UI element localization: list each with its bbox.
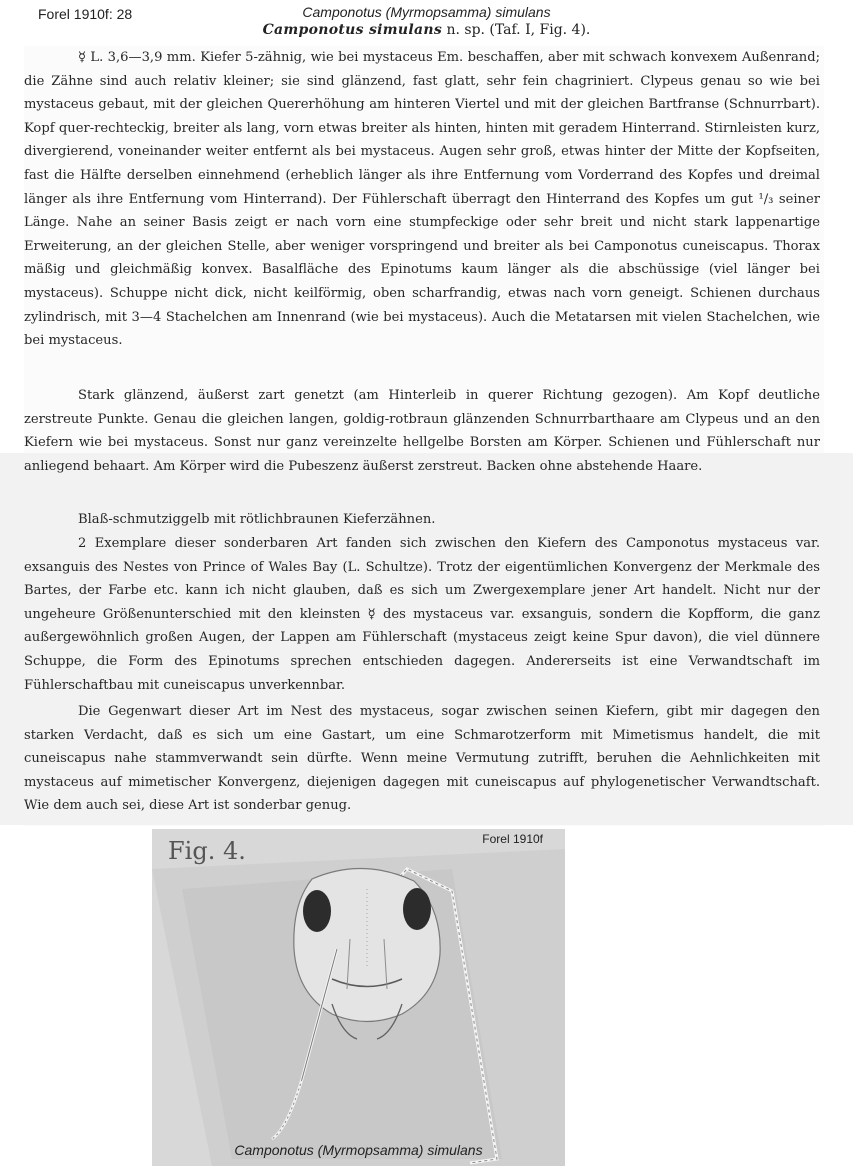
header-source-label: Forel 1910f: 28: [38, 6, 133, 22]
species-title: [0, 22, 853, 38]
paragraph-specimens: 2 Exemplare dieser sonderbaren Art fanden sich zwischen den Kiefern des Camponotus mystaceus var. exsanguis des Nestes von Prince of Wales Bay (L. Schultze). Trotz der eigentümlichen Konvergenz der Merkmale des Bartes, der Farbe etc. kann ich nicht glauben, daß es sich um Zwergexemplare jener Art handelt. Nicht nur der ungeheure Größenunterschied mit den kleinsten ☿ des mystaceus var. exsanguis, sondern die Kopfform, die ganz außergewöhnlich großen Augen, der Lappen am Fühlerschaft (mystaceus zeigt keine Spur davon), die viel dünnere Schuppe, die Form des Epinotums sprechen entschieden dagegen. Andererseits ist eine Verwandtschaft im Fühlerschaftbau mit cuneiscapus unverkennbar.: [24, 536, 820, 693]
figure-credit: Forel 1910f: [482, 832, 543, 846]
paragraph-color: Blaß-schmutziggelb mit rötlichbraunen Kieferzähnen.: [78, 512, 436, 527]
ant-head-illustration-icon: [152, 829, 565, 1166]
figure-panel: [152, 829, 565, 1166]
species-name: Camponotus simulans: [262, 22, 443, 38]
paragraph-discussion: Die Gegenwart dieser Art im Nest des mystaceus, sogar zwischen seinen Kiefern, gibt mir dagegen den starken Verdacht, daß es sich um eine Gastart, um eine Schmarotzerform mit Mimetismus handelt, die mit cuneiscapus nahe stammverwandt sein dürfte. Wenn meine Vermutung zutrifft, beruhen die Aehnlichkeiten mit mystaceus auf mimetischer Konvergenz, diejenigen dagegen mit cuneiscapus auf phylogenetischer Verwandtschaft. Wie dem auch sei, diese Art ist sonderbar genug.: [24, 704, 820, 814]
species-title-rest: n. sp. (Taf. I, Fig. 4).: [442, 22, 591, 38]
paragraph-description: ☿ L. 3,6—3,9 mm. Kiefer 5-zähnig, wie bei mystaceus Em. beschaffen, aber mit schwach konvexem Außenrand; die Zähne sind auch relativ kleiner; sie sind glänzend, fast glatt, sehr fein chagriniert. Clypeus genau so wie bei mystaceus gebaut, mit der gleichen Quererhöhung am hinteren Viertel und mit der gleichen Bartfranse (Schnurrbart). Kopf quer-rechteckig, breiter als lang, vorn etwas breiter als hinten, hinten mit geradem Hinterrand. Stirnleisten kurz, divergierend, voneinander weiter entfernt als bei mystaceus. Augen sehr groß, etwas hinter der Mitte der Kopfseiten, fast die Hälfte derselben einnehmend (erheblich länger als ihre Entfernung vom Vorderrand des Kopfes und dreimal länger als ihre Entfernung vom Hinterrand). Der Fühlerschaft überragt den Hinterrand des Kopfes um gut ¹/₃ seiner Länge. Nahe an seiner Basis zeigt er nach vorn eine stumpfeckige oder sehr breit und nicht stark lappenartige Erweiterung, an der gleichen Stelle, aber weniger vorspringend und breiter als bei Camponotus cuneiscapus. Thorax mäßig und gleichmäßig konvex. Basalfläche des Epinotums kaum länger als die abschüssige (viel länger bei mystaceus). Schuppe nicht dick, nicht keilförmig, oben scharfrandig, etwas nach vorn geneigt. Schienen durchaus zylindrisch, mit 3—4 Stachelchen am Innenrand (wie bei mystaceus). Auch die Metatarsen mit vielen Stachelchen, wie bei mystaceus.: [24, 50, 820, 349]
paragraph-sculpture: Stark glänzend, äußerst zart genetzt (am Hinterleib in querer Richtung gezogen). Am Kopf deutliche zerstreute Punkte. Genau die gleichen langen, goldig-rotbraun glänzenden Schnurrbarthaare am Clypeus und an den Kiefern wie bei mystaceus. Sonst nur ganz vereinzelte hellgelbe Borsten am Körper. Schienen und Fühlerschaft nur anliegend behaart. Am Körper wird die Pubeszenz äußerst zerstreut. Backen ohne abstehende Haare.: [24, 388, 820, 474]
scanned-page: [24, 46, 824, 826]
figure-caption: Camponotus (Myrmopsamma) simulans: [234, 1142, 483, 1158]
figure-label: Fig. 4.: [168, 837, 246, 865]
header-running-title: Camponotus (Myrmopsamma) simulans: [302, 4, 551, 20]
